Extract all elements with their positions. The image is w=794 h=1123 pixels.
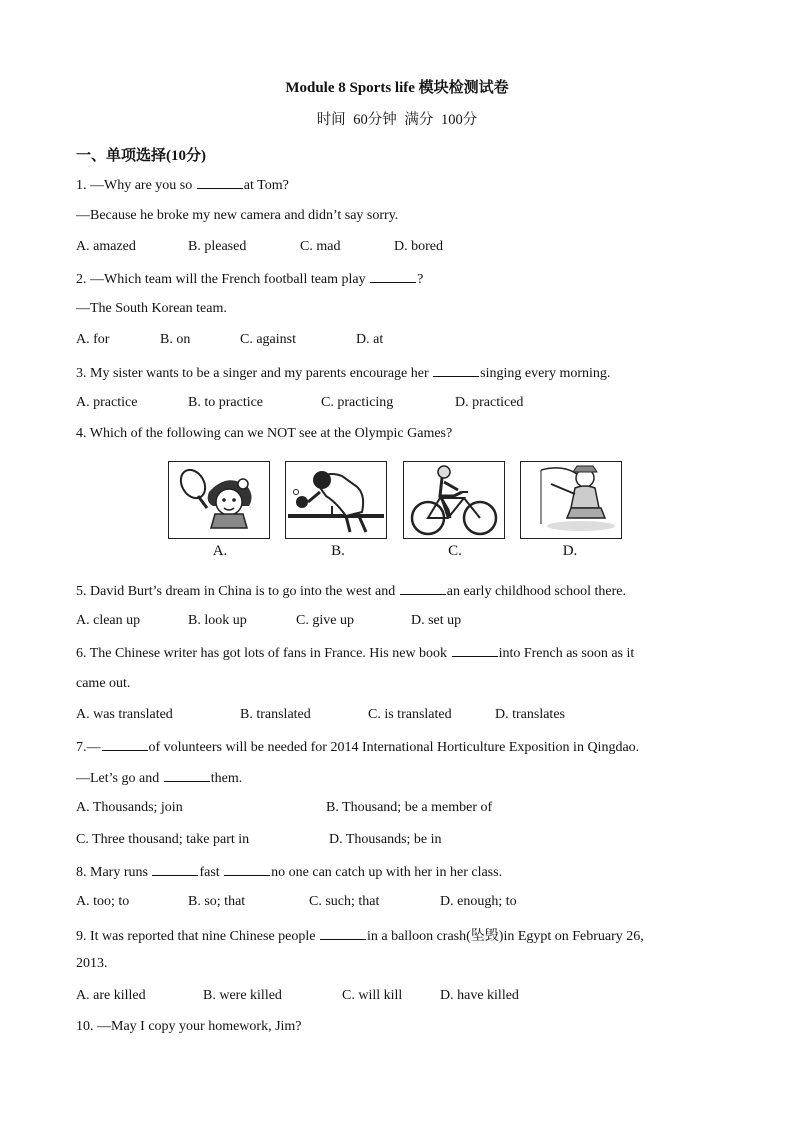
question-1-reply: —Because he broke my new camera and didn’t say sorry. <box>76 208 399 223</box>
option-c: C. mad <box>300 239 341 254</box>
answer-blank <box>152 863 198 876</box>
option-a: A. was translated <box>76 707 173 722</box>
picture-label-a: A. <box>212 543 228 559</box>
question-4-stem: 4. Which of the following can we NOT see at the Olympic Games? <box>76 426 453 441</box>
option-d: D. bored <box>394 239 443 254</box>
option-c: C. give up <box>296 613 354 628</box>
option-c: C. will kill <box>342 988 403 1003</box>
option-c: C. such; that <box>309 894 380 909</box>
option-d: D. set up <box>411 613 462 628</box>
answer-blank <box>452 644 498 657</box>
option-d: D. enough; to <box>440 894 517 909</box>
question-3-stem: 3. My sister wants to be a singer and my parents encourage her singing every morning. <box>76 366 611 381</box>
question-9-continuation: 2013. <box>76 956 108 971</box>
option-b: B. to practice <box>188 395 264 410</box>
picture-label-d: D. <box>562 543 578 559</box>
option-b: B. look up <box>188 613 247 628</box>
option-c: C. against <box>240 332 296 347</box>
option-a: A. Thousands; join <box>76 800 183 815</box>
option-d: D. at <box>356 332 384 347</box>
option-b: B. pleased <box>188 239 247 254</box>
option-b: B. were killed <box>203 988 282 1003</box>
question-8-stem: 8. Mary runs fast no one can catch up with her in her class. <box>76 865 503 880</box>
answer-blank <box>433 364 479 377</box>
answer-blank <box>197 176 243 189</box>
option-b: B. Thousand; be a member of <box>326 800 493 815</box>
answer-blank <box>320 927 366 940</box>
question-6-stem: 6. The Chinese writer has got lots of fans in France. His new book into French as soon as it <box>76 646 635 661</box>
option-b: B. translated <box>240 707 311 722</box>
question-7-reply: —Let’s go and them. <box>76 771 243 786</box>
option-d: D. practiced <box>455 395 524 410</box>
option-c: C. practicing <box>321 395 394 410</box>
picture-label-c: C. <box>448 543 462 559</box>
question-2-reply: —The South Korean team. <box>76 301 227 316</box>
cyclist-icon <box>403 461 505 539</box>
option-c: C. Three thousand; take part in <box>76 832 250 847</box>
option-a: A. amazed <box>76 239 136 254</box>
option-c: C. is translated <box>368 707 452 722</box>
question-6-continuation: came out. <box>76 676 131 691</box>
question-2-stem: 2. —Which team will the French football team play ? <box>76 272 424 287</box>
option-d: D. have killed <box>440 988 519 1003</box>
answer-blank <box>400 582 446 595</box>
question-9-stem: 9. It was reported that nine Chinese people in a balloon crash(坠毁)in Egypt on February 26, <box>76 929 644 944</box>
picture-label-b: B. <box>331 543 345 559</box>
question-4-pictures <box>168 461 622 539</box>
answer-blank <box>224 863 270 876</box>
option-a: A. too; to <box>76 894 130 909</box>
table-tennis-player-icon <box>285 461 387 539</box>
option-a: A. practice <box>76 395 138 410</box>
option-d: D. translates <box>495 707 565 722</box>
question-7-stem: 7.— of volunteers will be needed for 2014 International Horticulture Exposition in Qingdao. <box>76 740 640 755</box>
question-10-stem: 10. —May I copy your homework, Jim? <box>76 1019 302 1034</box>
option-a: A. for <box>76 332 110 347</box>
tennis-player-icon <box>168 461 270 539</box>
exam-subtitle: 时间 60分钟 满分 100分 <box>316 112 478 128</box>
section-heading: 一、单项选择(10分) <box>76 148 206 164</box>
option-b: B. so; that <box>188 894 246 909</box>
answer-blank <box>164 769 210 782</box>
option-d: D. Thousands; be in <box>329 832 442 847</box>
answer-blank <box>370 270 416 283</box>
option-a: A. are killed <box>76 988 146 1003</box>
question-1-stem: 1. —Why are you so at Tom? <box>76 178 289 193</box>
exam-title: Module 8 Sports life 模块检测试卷 <box>285 80 509 96</box>
option-a: A. clean up <box>76 613 141 628</box>
option-b: B. on <box>160 332 191 347</box>
answer-blank <box>102 738 148 751</box>
fishing-man-icon <box>520 461 622 539</box>
question-5-stem: 5. David Burt’s dream in China is to go into the west and an early childhood school there. <box>76 584 626 599</box>
